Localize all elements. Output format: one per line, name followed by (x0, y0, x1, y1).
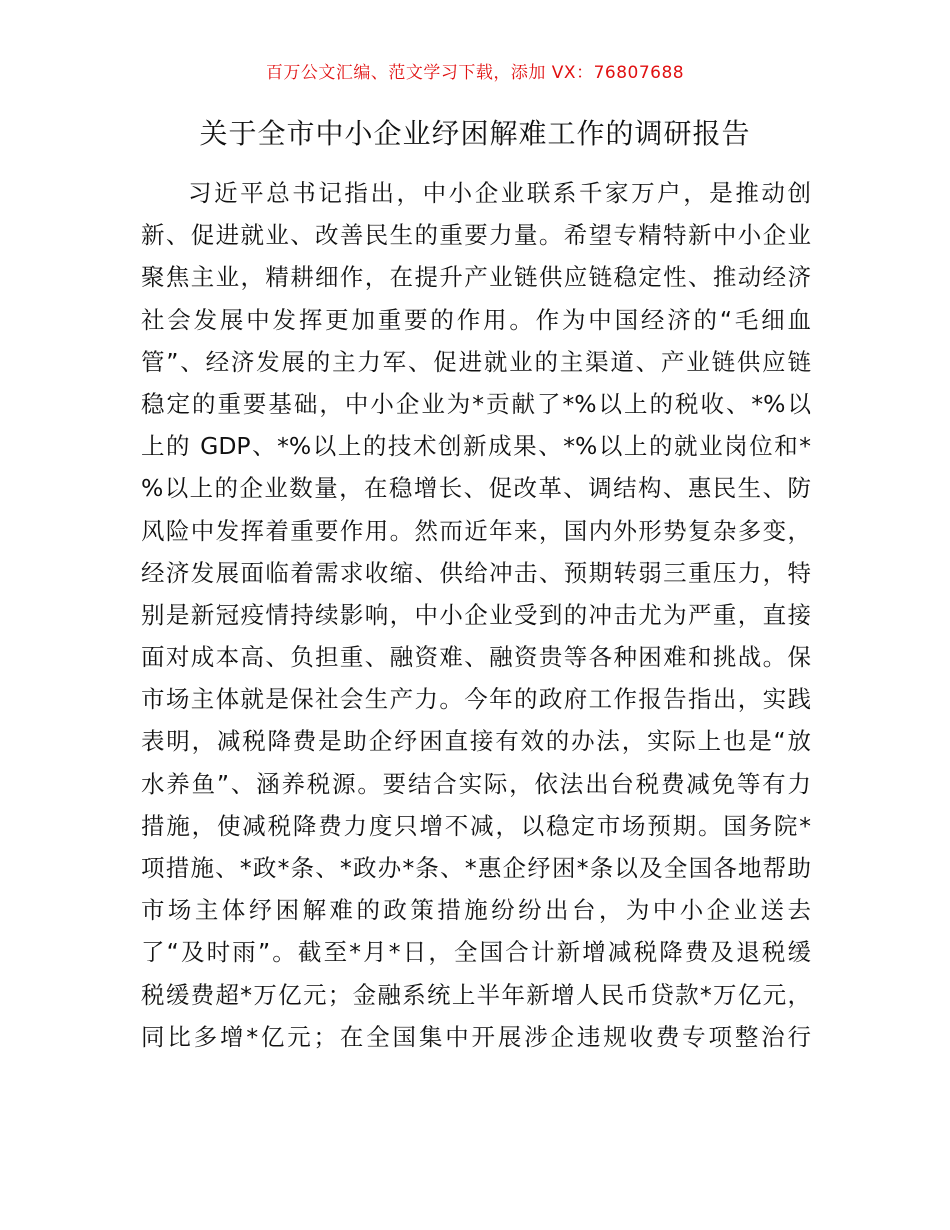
body-line: 新、促进就业、改善民生的重要力量。希望专精特新中小企业 (141, 221, 811, 250)
header-download-note: 百万公文汇编、范文学习下载，添加 VX：76807688 (265, 63, 685, 83)
body-line: 别是新冠疫情持续影响，中小企业受到的冲击尤为严重，直接 (141, 600, 811, 629)
body-line: 同比多增*亿元；在全国集中开展涉企违规收费专项整治行 (141, 1022, 811, 1051)
body-line: 项措施、*政*条、*政办*条、*惠企纾困*条以及全国各地帮助 (141, 854, 811, 882)
body-line: 面对成本高、负担重、融资难、融资贵等各种困难和挑战。保 (141, 643, 811, 672)
body-line: 表明，减税降费是助企纾困直接有效的办法，实际上也是“放 (141, 727, 811, 756)
body-line: 上的 GDP、*%以上的技术创新成果、*%以上的就业岗位和* (141, 432, 811, 461)
body-line: 聚焦主业，精耕细作，在提升产业链供应链稳定性、推动经济 (141, 263, 811, 292)
body-line: 稳定的重要基础，中小企业为*贡献了*%以上的税收、*%以 (141, 389, 811, 418)
body-line: 管”、经济发展的主力军、促进就业的主渠道、产业链供应链 (141, 347, 811, 376)
body-line: 习近平总书记指出，中小企业联系千家万户，是推动创 (188, 179, 811, 207)
body-line: 了“及时雨”。截至*月*日，全国合计新增减税降费及退税缓 (141, 938, 811, 967)
body-line: %以上的企业数量，在稳增长、促改革、调结构、惠民生、防 (141, 474, 811, 503)
body-line: 市场主体就是保社会生产力。今年的政府工作报告指出，实践 (141, 685, 811, 714)
document-body (141, 172, 811, 1058)
body-line: 经济发展面临着需求收缩、供给冲击、预期转弱三重压力，特 (141, 558, 811, 587)
body-line: 税缓费超*万亿元；金融系统上半年新增人民币贷款*万亿元， (141, 980, 811, 1009)
body-line: 风险中发挥着重要作用。然而近年来，国内外形势复杂多变， (141, 516, 811, 545)
body-line: 市场主体纾困解难的政策措施纷纷出台，为中小企业送去 (141, 896, 811, 925)
body-line: 社会发展中发挥更加重要的作用。作为中国经济的“毛细血 (141, 305, 811, 334)
document-title: 关于全市中小企业纾困解难工作的调研报告 (199, 117, 751, 150)
body-line: 措施，使减税降费力度只增不减，以稳定市场预期。国务院* (141, 811, 811, 840)
body-line: 水养鱼”、涵养税源。要结合实际，依法出台税费减免等有力 (141, 769, 811, 798)
